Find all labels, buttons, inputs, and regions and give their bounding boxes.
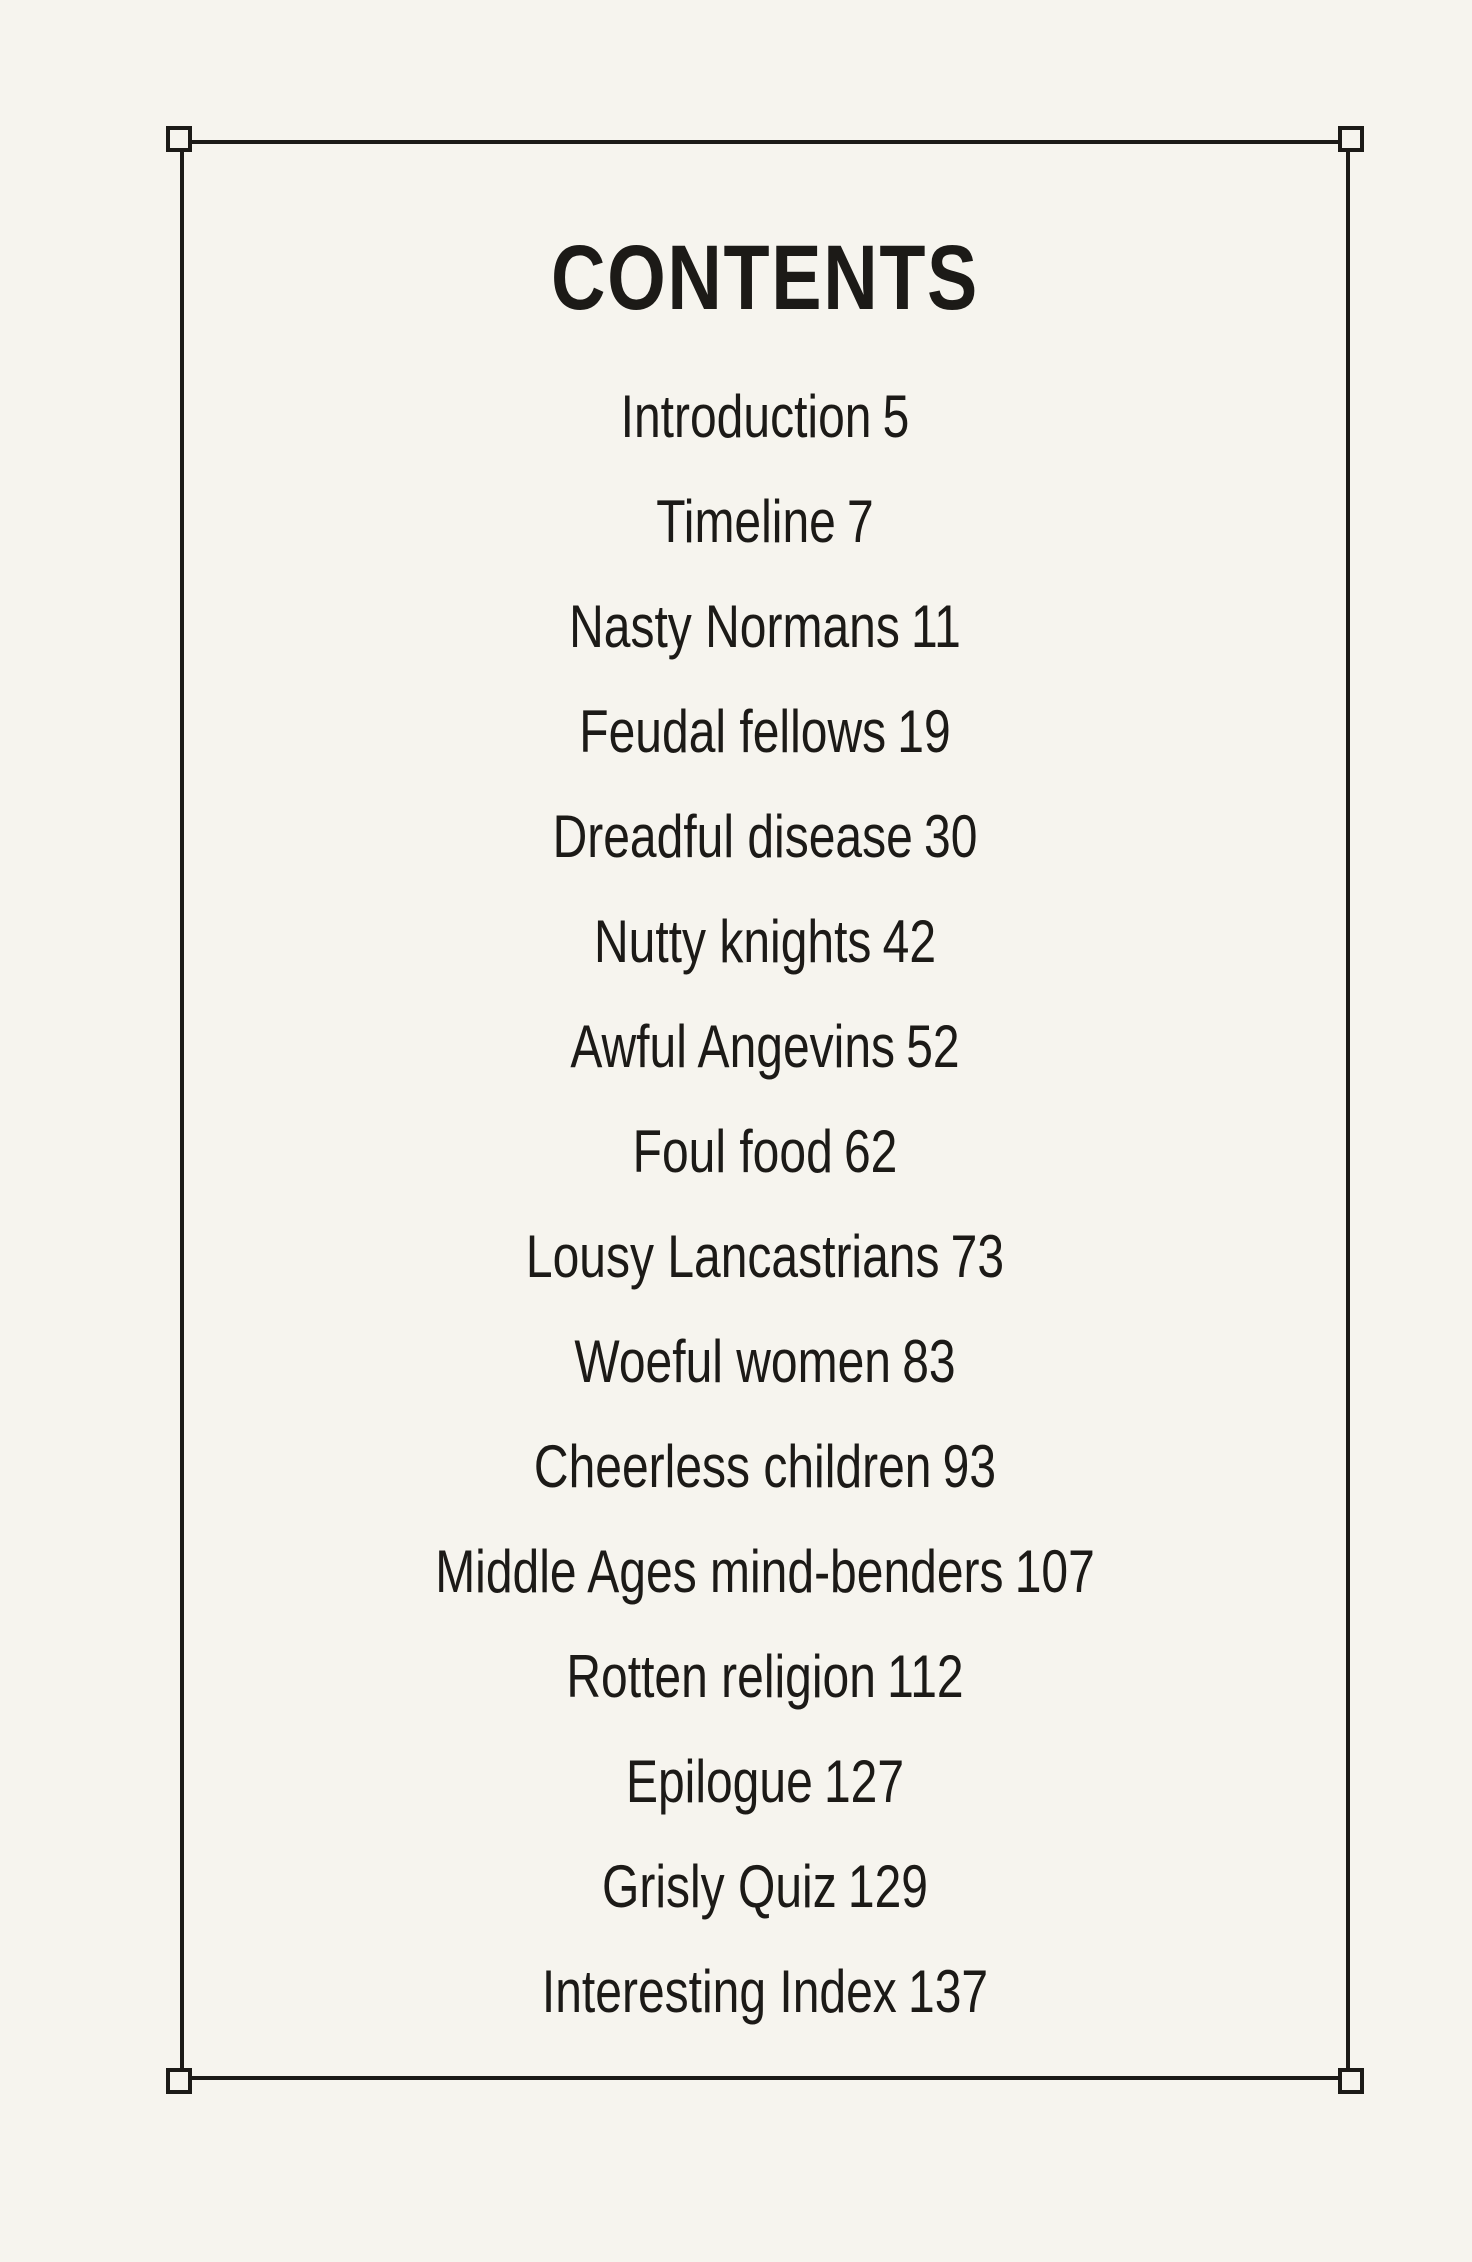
toc-entry (300, 679, 1230, 784)
toc-entry-page: 127 (823, 1748, 905, 1815)
toc-entry-label: Timeline (656, 488, 836, 555)
frame-corner-ornament (1338, 2068, 1364, 2094)
toc-entry-label: Nasty Normans (569, 593, 900, 660)
toc-entry-label: Introduction (620, 383, 872, 450)
toc-entry-label: Cheerless children (533, 1433, 932, 1500)
page-title: CONTENTS (550, 227, 980, 329)
frame-corner-ornament (1338, 126, 1364, 152)
toc-entry-label: Woeful women (574, 1328, 891, 1395)
toc-entry (300, 364, 1230, 469)
toc-entry (300, 1414, 1230, 1519)
toc-entry-page: 62 (843, 1118, 898, 1185)
toc-entry-label: Foul food (632, 1118, 833, 1185)
toc-entry-label: Epilogue (625, 1748, 813, 1815)
toc-entry (300, 994, 1230, 1099)
frame-corner-ornament (166, 2068, 192, 2094)
contents-frame (180, 140, 1350, 2080)
toc-entry-page: 52 (906, 1013, 960, 1080)
toc-entry-page: 83 (902, 1328, 956, 1395)
toc-entry-page: 5 (882, 383, 910, 450)
toc-entry-page: 7 (847, 488, 874, 555)
toc-entry-page: 73 (950, 1223, 1005, 1290)
toc-entry-label: Middle Ages mind-benders (435, 1538, 1004, 1605)
toc-entry-label: Rotten religion (566, 1643, 876, 1710)
toc-entry-page: 42 (882, 908, 937, 975)
table-of-contents (184, 364, 1346, 2044)
toc-entry (300, 1309, 1230, 1414)
toc-entry (300, 1519, 1230, 1624)
toc-entry (300, 784, 1230, 889)
toc-entry (300, 1834, 1230, 1939)
toc-entry-page: 19 (897, 698, 951, 765)
toc-entry-label: Interesting Index (541, 1958, 897, 2025)
toc-entry (300, 1204, 1230, 1309)
toc-entry-label: Lousy Lancastrians (525, 1223, 940, 1290)
toc-entry (300, 1099, 1230, 1204)
frame-corner-ornament (166, 126, 192, 152)
toc-entry-label: Awful Angevins (570, 1013, 896, 1080)
toc-entry-label: Grisly Quiz (602, 1853, 837, 1920)
toc-entry-page: 107 (1014, 1538, 1095, 1605)
toc-entry (300, 889, 1230, 994)
toc-entry (300, 1624, 1230, 1729)
toc-entry-page: 30 (924, 803, 978, 870)
toc-entry (300, 574, 1230, 679)
toc-entry (300, 469, 1230, 574)
toc-entry-page: 93 (942, 1433, 997, 1500)
toc-entry-page: 112 (887, 1643, 964, 1710)
toc-entry-page: 129 (847, 1853, 928, 1920)
toc-entry (300, 1729, 1230, 1834)
toc-entry (300, 1939, 1230, 2044)
toc-entry-label: Dreadful disease (552, 803, 913, 870)
toc-entry-page: 11 (911, 593, 961, 660)
toc-entry-label: Nutty knights (593, 908, 872, 975)
toc-entry-label: Feudal fellows (579, 698, 887, 765)
toc-entry-page: 137 (908, 1958, 989, 2025)
